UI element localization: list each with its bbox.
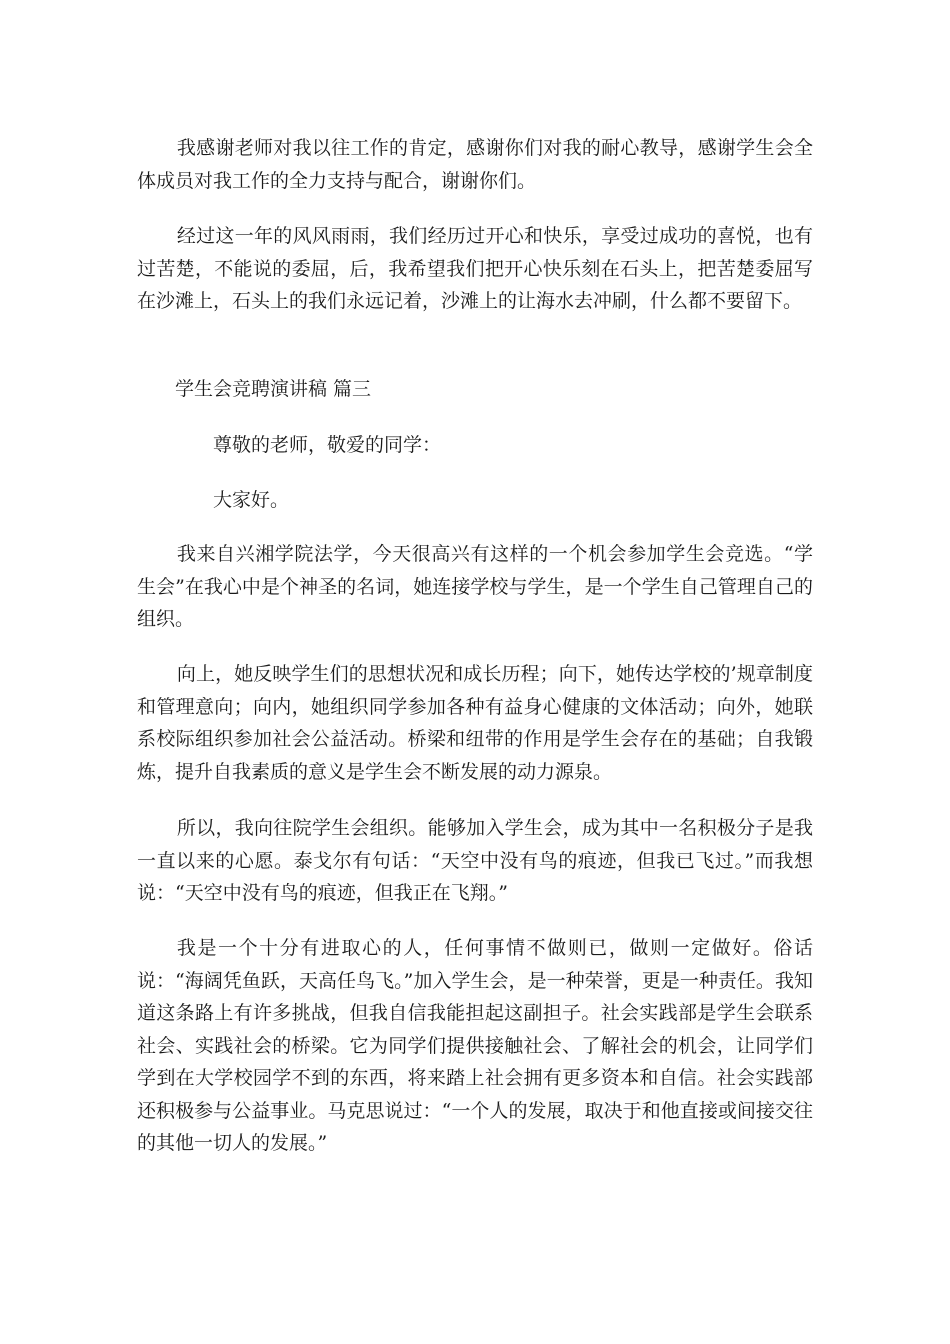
- paragraph-reflection: 经过这一年的风风雨雨，我们经历过开心和快乐，享受过成功的喜悦，也有过苦楚，不能说的委屈，后，我希望我们把开心快乐刻在石头上，把苦楚委屈写在沙滩上，石头上的我们永远记着，沙滩上的让海水去冲刷，什么都不要留下。: [137, 225, 813, 312]
- paragraph-aspiration: 所以，我向往院学生会组织。能够加入学生会，成为其中一名积极分子是我一直以来的心愿。泰戈尔有句话：“天空中没有鸟的痕迹，但我已飞过。”而我想说：“天空中没有鸟的痕迹，但我正在飞翔。”: [137, 817, 813, 904]
- section-heading: 学生会竞聘演讲稿 篇三: [175, 378, 372, 400]
- paragraph-role-of-union: 向上，她反映学生们的思想状况和成长历程；向下，她传达学校的’规章制度和管理意向；向内，她组织同学参加各种有益身心健康的文体活动；向外，她联系校际组织参加社会公益活动。桥梁和纽带的作用是学生会存在的基础；自我锻炼，提升自我素质的意义是学生会不断发展的动力源泉。: [137, 663, 813, 783]
- paragraph-thanks: 我感谢老师对我以往工作的肯定，感谢你们对我的耐心教导，感谢学生会全体成员对我工作的全力支持与配合，谢谢你们。: [137, 137, 813, 192]
- hello-line: 大家好。: [213, 489, 290, 511]
- paragraph-introduction: 我来自兴湘学院法学，今天很高兴有这样的一个机会参加学生会竞选。“学生会”在我心中是个神圣的名词，她连接学校与学生，是一个学生自己管理自己的组织。: [137, 543, 813, 630]
- paragraph-commitment: 我是一个十分有进取心的人，任何事情不做则已，做则一定做好。俗话说：“海阔凭鱼跃，天高任鸟飞。”加入学生会，是一种荣誉，更是一种责任。我知道这条路上有许多挑战，但我自信我能担起这副担子。社会实践部是学生会联系社会、实践社会的桥梁。它为同学们提供接触社会、了解社会的机会，让同学们学到在大学校园学不到的东西，将来踏上社会拥有更多资本和自信。社会实践部还积极参与公益事业。马克思说过：“一个人的发展，取决于和他直接或间接交往的其他一切人的发展。”: [137, 937, 813, 1154]
- greeting-line: 尊敬的老师，敬爱的同学：: [213, 434, 442, 456]
